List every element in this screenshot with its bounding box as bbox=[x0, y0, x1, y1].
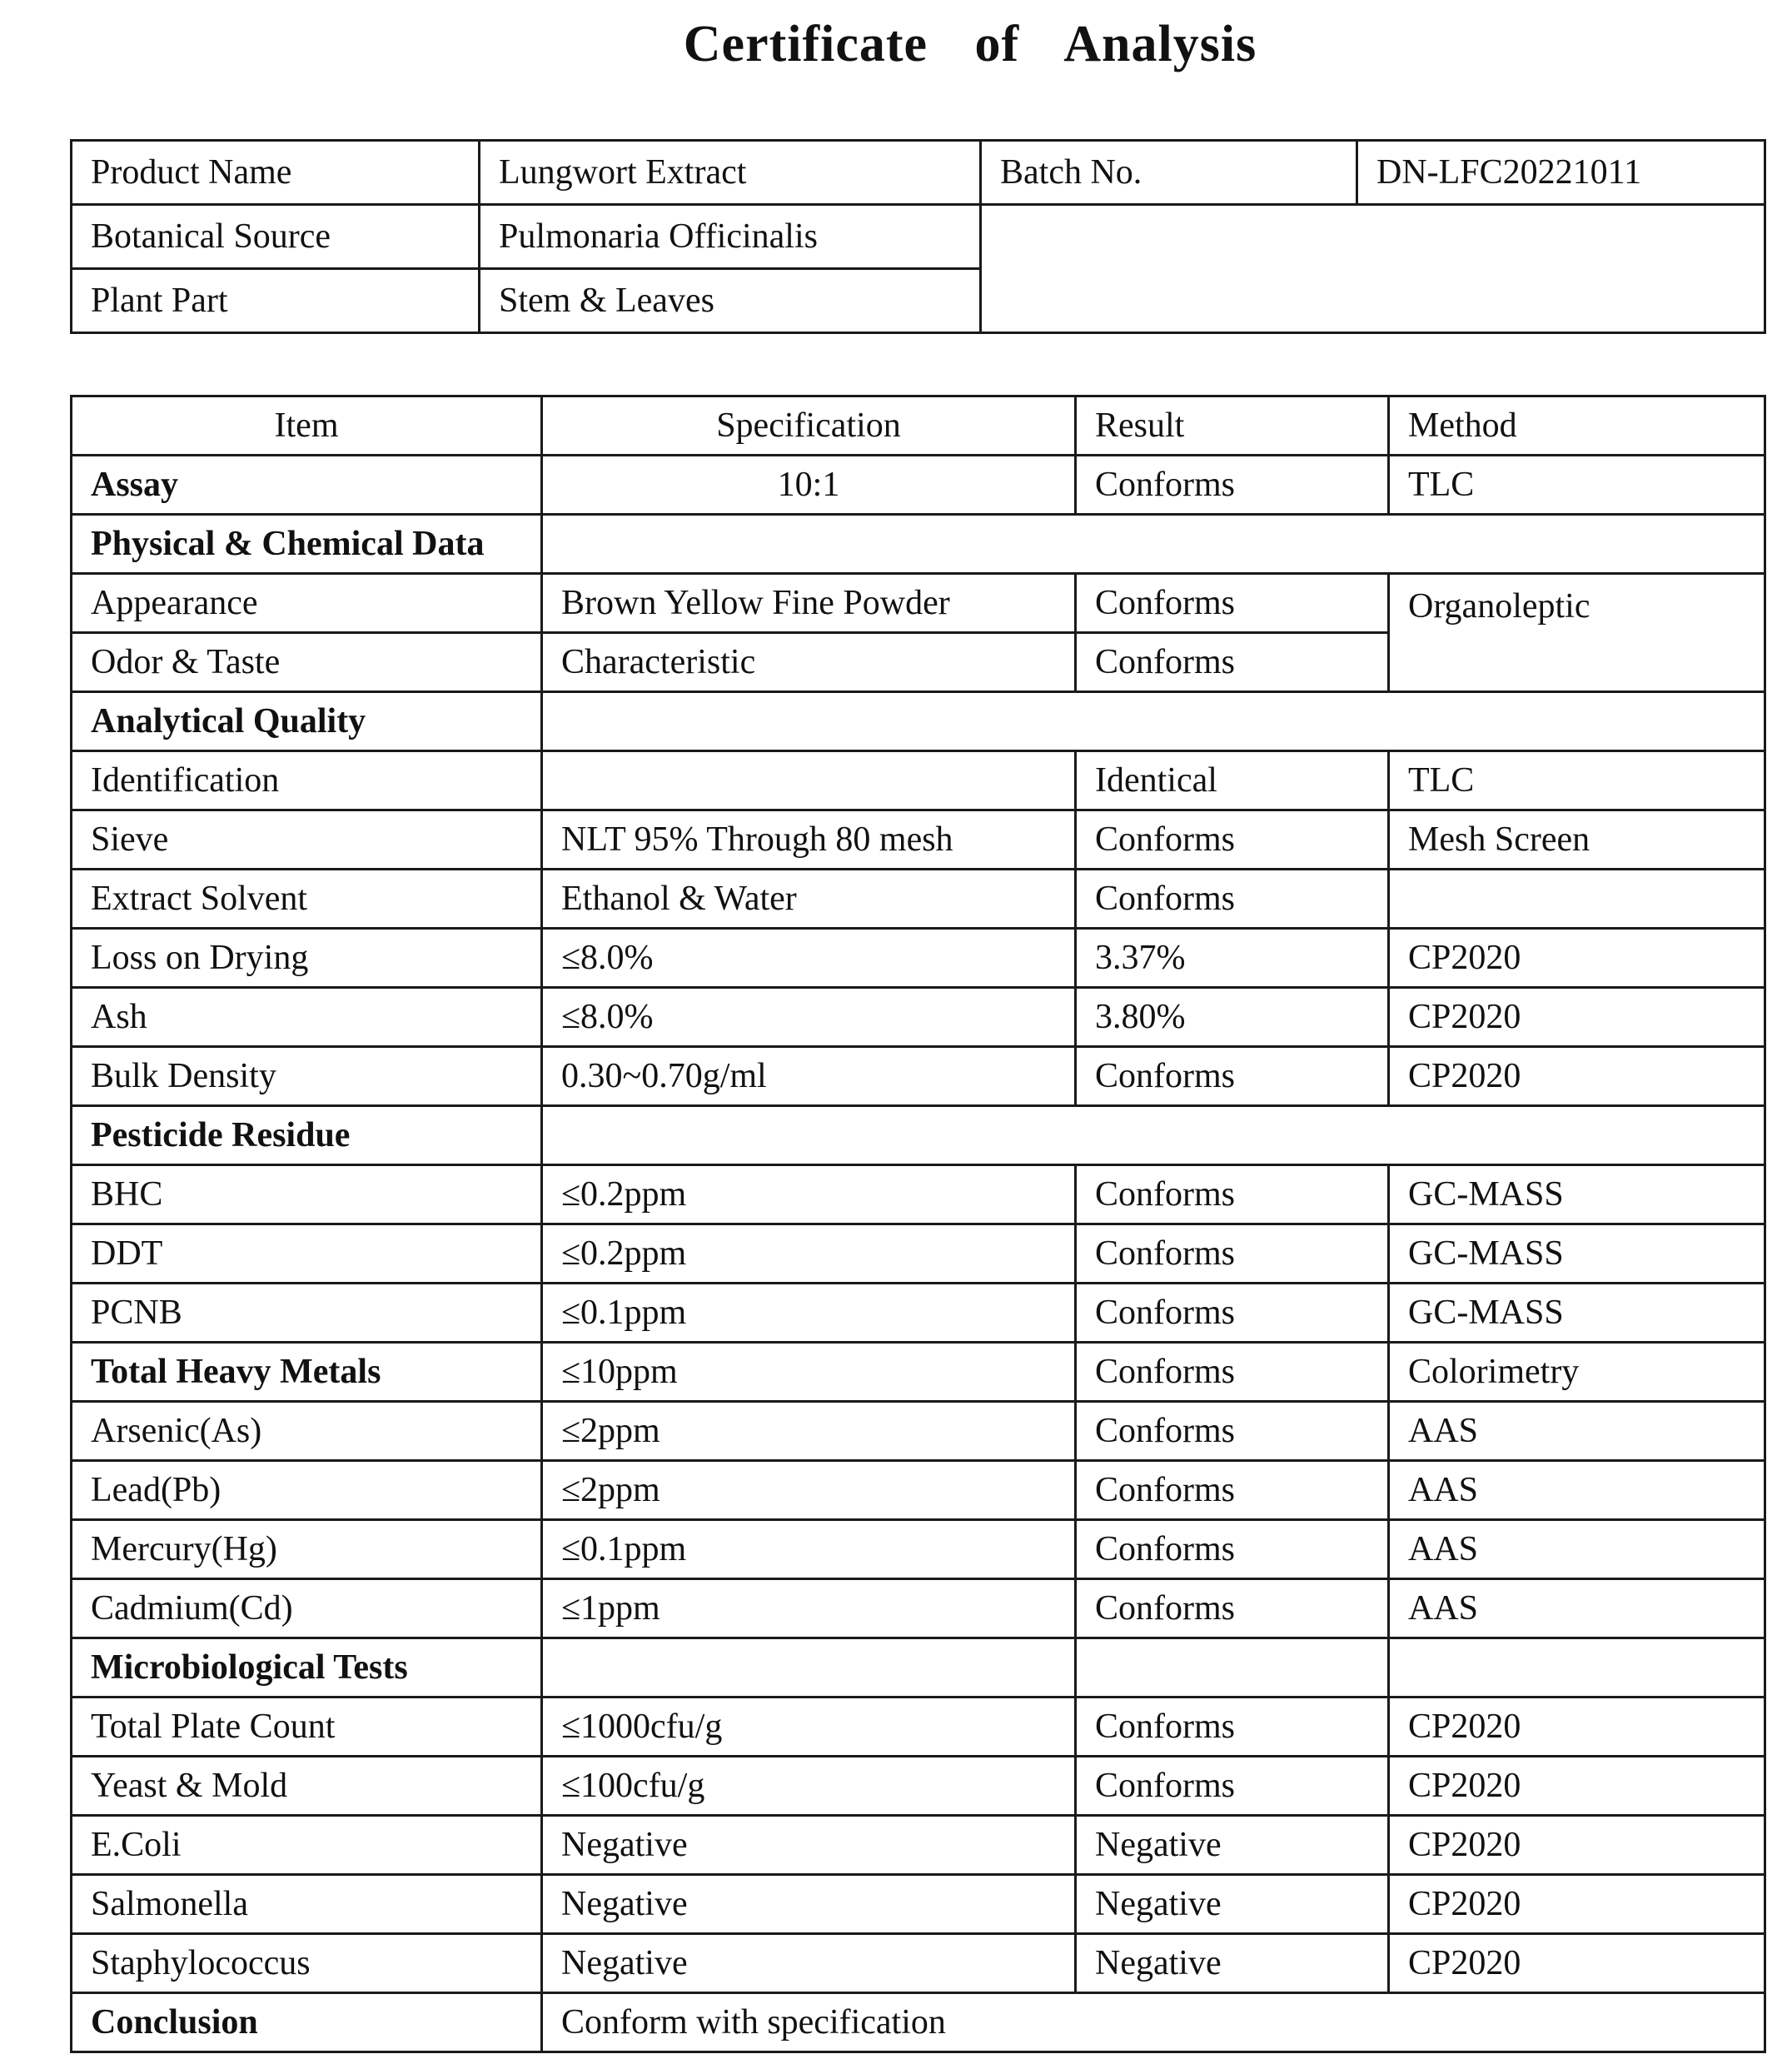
spec-cell: ≤0.2ppm bbox=[542, 1224, 1076, 1284]
result-cell: Negative bbox=[1076, 1934, 1389, 1993]
table-row bbox=[72, 1402, 1765, 1461]
result-cell: Conforms bbox=[1076, 633, 1389, 692]
botanical-source-value: Pulmonaria Officinalis bbox=[480, 205, 981, 269]
result-cell: Conforms bbox=[1076, 870, 1389, 929]
item-cell: Odor & Taste bbox=[72, 633, 542, 692]
plant-part-label: Plant Part bbox=[72, 269, 480, 333]
item-cell: Salmonella bbox=[72, 1875, 542, 1934]
spec-cell: Negative bbox=[542, 1875, 1076, 1934]
blank-cell bbox=[542, 1106, 1765, 1165]
method-cell: CP2020 bbox=[1389, 1698, 1765, 1757]
table-row bbox=[72, 1165, 1765, 1224]
method-cell: Organoleptic bbox=[1389, 574, 1765, 692]
result-cell: Conforms bbox=[1076, 456, 1389, 515]
result-cell: Conforms bbox=[1076, 574, 1389, 633]
table-row bbox=[72, 1520, 1765, 1579]
result-cell: Conforms bbox=[1076, 1757, 1389, 1816]
item-cell: Identification bbox=[72, 751, 542, 810]
item-cell: Mercury(Hg) bbox=[72, 1520, 542, 1579]
spec-cell: ≤0.1ppm bbox=[542, 1520, 1076, 1579]
blank-cell bbox=[542, 515, 1765, 574]
spec-cell: Negative bbox=[542, 1934, 1076, 1993]
method-cell: AAS bbox=[1389, 1579, 1765, 1638]
table-row bbox=[72, 1461, 1765, 1520]
method-cell: AAS bbox=[1389, 1520, 1765, 1579]
section-row bbox=[72, 692, 1765, 751]
item-cell: Total Plate Count bbox=[72, 1698, 542, 1757]
product-name-row bbox=[72, 141, 1765, 205]
conclusion-row bbox=[72, 1993, 1765, 2052]
plant-part-value: Stem & Leaves bbox=[480, 269, 981, 333]
spec-cell: ≤2ppm bbox=[542, 1402, 1076, 1461]
method-cell: CP2020 bbox=[1389, 1875, 1765, 1934]
result-cell: Conforms bbox=[1076, 1520, 1389, 1579]
spec-cell: ≤8.0% bbox=[542, 988, 1076, 1047]
item-cell: Yeast & Mold bbox=[72, 1757, 542, 1816]
conclusion-value: Conform with specification bbox=[542, 1993, 1765, 2052]
spec-cell: Brown Yellow Fine Powder bbox=[542, 574, 1076, 633]
table-row bbox=[72, 1757, 1765, 1816]
result-cell: Conforms bbox=[1076, 1402, 1389, 1461]
item-cell: Extract Solvent bbox=[72, 870, 542, 929]
method-cell bbox=[1389, 870, 1765, 929]
table-row bbox=[72, 1816, 1765, 1875]
method-cell: Colorimetry bbox=[1389, 1343, 1765, 1402]
result-cell: Conforms bbox=[1076, 1224, 1389, 1284]
result-cell: Negative bbox=[1076, 1875, 1389, 1934]
table-row bbox=[72, 929, 1765, 988]
section-row bbox=[72, 1106, 1765, 1165]
item-cell: Arsenic(As) bbox=[72, 1402, 542, 1461]
table-row bbox=[72, 1284, 1765, 1343]
spec-cell bbox=[542, 751, 1076, 810]
method-cell: CP2020 bbox=[1389, 1816, 1765, 1875]
product-name-label: Product Name bbox=[72, 141, 480, 205]
table-row bbox=[72, 1579, 1765, 1638]
item-cell: Appearance bbox=[72, 574, 542, 633]
table-row bbox=[72, 1875, 1765, 1934]
result-cell: Negative bbox=[1076, 1816, 1389, 1875]
botanical-source-label: Botanical Source bbox=[72, 205, 480, 269]
method-cell: TLC bbox=[1389, 456, 1765, 515]
item-cell: BHC bbox=[72, 1165, 542, 1224]
item-cell: Bulk Density bbox=[72, 1047, 542, 1106]
section-heading: Pesticide Residue bbox=[72, 1106, 542, 1165]
result-cell: Conforms bbox=[1076, 1047, 1389, 1106]
product-name-value: Lungwort Extract bbox=[480, 141, 981, 205]
spec-cell: 0.30~0.70g/ml bbox=[542, 1047, 1076, 1106]
item-cell: Total Heavy Metals bbox=[72, 1343, 542, 1402]
spec-cell: ≤1ppm bbox=[542, 1579, 1076, 1638]
method-cell: GC-MASS bbox=[1389, 1284, 1765, 1343]
batch-label: Batch No. bbox=[981, 141, 1357, 205]
result-cell: 3.80% bbox=[1076, 988, 1389, 1047]
method-cell: GC-MASS bbox=[1389, 1224, 1765, 1284]
spec-cell: NLT 95% Through 80 mesh bbox=[542, 810, 1076, 870]
result-cell bbox=[1076, 1638, 1389, 1698]
botanical-source-row bbox=[72, 205, 1765, 269]
result-cell: Conforms bbox=[1076, 1165, 1389, 1224]
result-cell: Conforms bbox=[1076, 1579, 1389, 1638]
spec-cell: Negative bbox=[542, 1816, 1076, 1875]
spec-cell: Ethanol & Water bbox=[542, 870, 1076, 929]
table-row bbox=[72, 988, 1765, 1047]
table-row bbox=[72, 1934, 1765, 1993]
item-cell: Sieve bbox=[72, 810, 542, 870]
table-row bbox=[72, 574, 1765, 633]
result-cell: Conforms bbox=[1076, 810, 1389, 870]
spec-cell: ≤100cfu/g bbox=[542, 1757, 1076, 1816]
item-cell: Staphylococcus bbox=[72, 1934, 542, 1993]
conclusion-label: Conclusion bbox=[72, 1993, 542, 2052]
table-row bbox=[72, 870, 1765, 929]
spec-cell bbox=[542, 1638, 1076, 1698]
method-cell: CP2020 bbox=[1389, 988, 1765, 1047]
test-results-table bbox=[70, 395, 1766, 2053]
method-cell bbox=[1389, 1638, 1765, 1698]
result-cell: Conforms bbox=[1076, 1284, 1389, 1343]
item-cell: PCNB bbox=[72, 1284, 542, 1343]
method-cell: AAS bbox=[1389, 1402, 1765, 1461]
item-cell: Lead(Pb) bbox=[72, 1461, 542, 1520]
section-heading: Analytical Quality bbox=[72, 692, 542, 751]
table-row bbox=[72, 1698, 1765, 1757]
table-row bbox=[72, 1047, 1765, 1106]
batch-value: DN-LFC20221011 bbox=[1357, 141, 1765, 205]
result-cell: 3.37% bbox=[1076, 929, 1389, 988]
spec-cell: ≤1000cfu/g bbox=[542, 1698, 1076, 1757]
result-header: Result bbox=[1076, 396, 1389, 456]
product-info-table bbox=[70, 139, 1766, 334]
item-cell: Assay bbox=[72, 456, 542, 515]
blank-cell bbox=[542, 692, 1765, 751]
item-cell: Loss on Drying bbox=[72, 929, 542, 988]
section-row bbox=[72, 515, 1765, 574]
method-cell: CP2020 bbox=[1389, 1757, 1765, 1816]
spec-cell: ≤8.0% bbox=[542, 929, 1076, 988]
section-row bbox=[72, 1638, 1765, 1698]
table-row bbox=[72, 456, 1765, 515]
specification-header: Specification bbox=[542, 396, 1076, 456]
document-title: Certificate of Analysis bbox=[683, 16, 1257, 72]
spec-cell: ≤0.2ppm bbox=[542, 1165, 1076, 1224]
result-cell: Conforms bbox=[1076, 1698, 1389, 1757]
table-row bbox=[72, 1224, 1765, 1284]
item-cell: Cadmium(Cd) bbox=[72, 1579, 542, 1638]
item-header: Item bbox=[72, 396, 542, 456]
info-blank-cell bbox=[981, 205, 1765, 333]
item-cell: Ash bbox=[72, 988, 542, 1047]
table-row bbox=[72, 810, 1765, 870]
method-cell: TLC bbox=[1389, 751, 1765, 810]
spec-cell: ≤10ppm bbox=[542, 1343, 1076, 1402]
table-row bbox=[72, 751, 1765, 810]
result-cell: Conforms bbox=[1076, 1343, 1389, 1402]
result-cell: Identical bbox=[1076, 751, 1389, 810]
spec-cell: ≤2ppm bbox=[542, 1461, 1076, 1520]
method-cell: CP2020 bbox=[1389, 929, 1765, 988]
method-cell: CP2020 bbox=[1389, 1934, 1765, 1993]
item-cell: E.Coli bbox=[72, 1816, 542, 1875]
section-heading: Physical & Chemical Data bbox=[72, 515, 542, 574]
method-cell: AAS bbox=[1389, 1461, 1765, 1520]
header-row bbox=[72, 396, 1765, 456]
result-cell: Conforms bbox=[1076, 1461, 1389, 1520]
method-cell: CP2020 bbox=[1389, 1047, 1765, 1106]
method-cell: GC-MASS bbox=[1389, 1165, 1765, 1224]
spec-cell: Characteristic bbox=[542, 633, 1076, 692]
spec-cell: 10:1 bbox=[542, 456, 1076, 515]
spec-cell: ≤0.1ppm bbox=[542, 1284, 1076, 1343]
method-header: Method bbox=[1389, 396, 1765, 456]
method-cell: Mesh Screen bbox=[1389, 810, 1765, 870]
section-heading: Microbiological Tests bbox=[72, 1638, 542, 1698]
item-cell: DDT bbox=[72, 1224, 542, 1284]
table-row bbox=[72, 1343, 1765, 1402]
